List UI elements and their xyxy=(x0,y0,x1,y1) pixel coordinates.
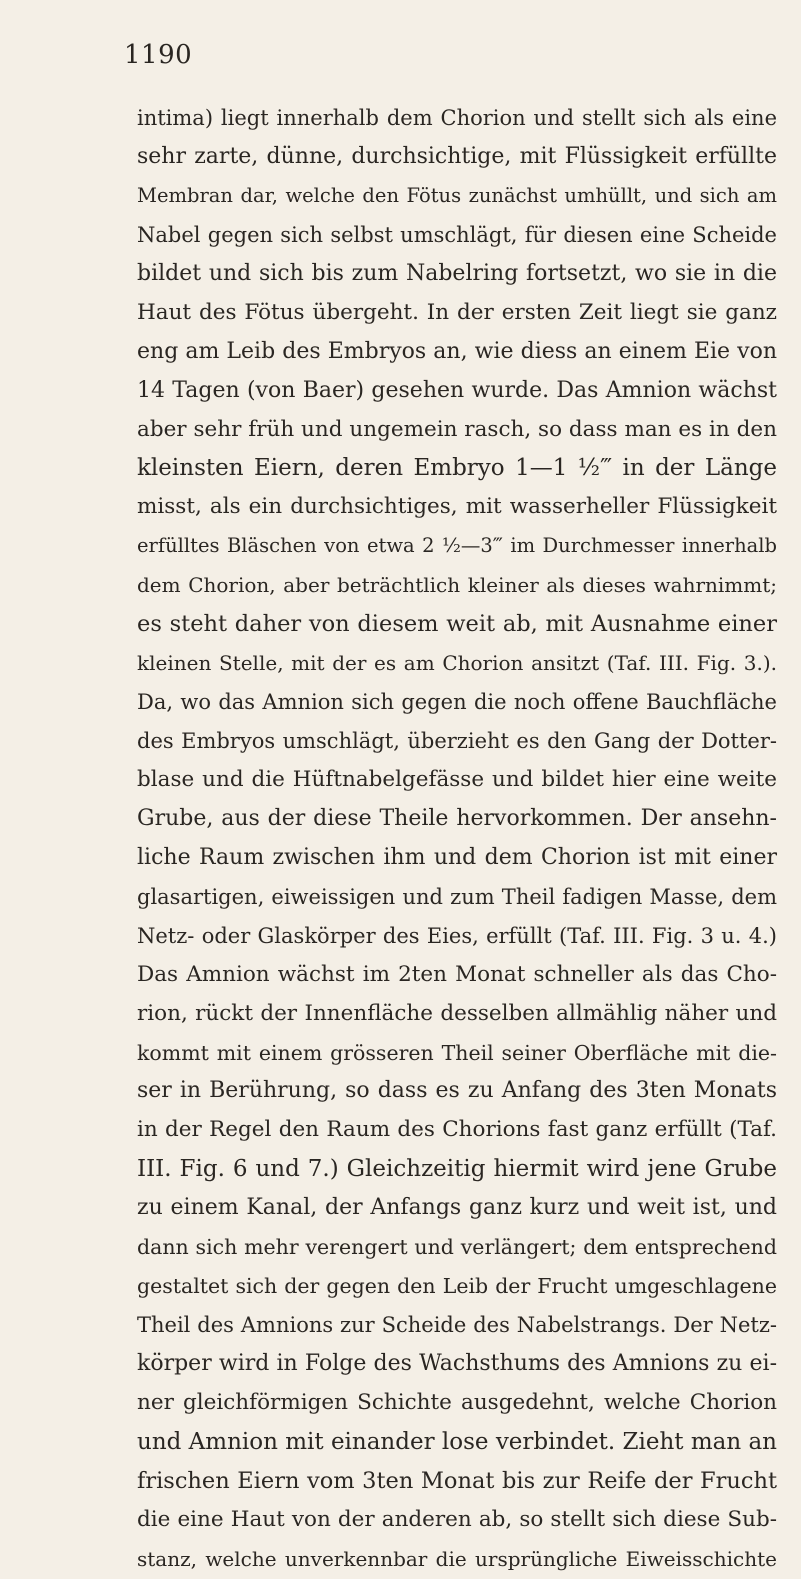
text-line: Da, wo das Amnion sich gegen die noch offene Bauchfläche xyxy=(137,690,777,715)
text-line: sehr zarte, dünne, durchsichtige, mit Flüssigkeit erfüllte xyxy=(137,143,777,169)
text-line: zu einem Kanal, der Anfangs ganz kurz und weit ist, und xyxy=(137,1195,777,1221)
text-line: III. Fig. 6 und 7.) Gleichzeitig hiermit wird jene Grube xyxy=(137,1156,777,1183)
text-line: es steht daher von diesem weit ab, mit Ausnahme einer xyxy=(137,611,777,638)
text-line: kleinsten Eiern, deren Embryo 1—1 ½‴ in der Länge xyxy=(137,455,777,482)
text-line: Netz- oder Glaskörper des Eies, erfüllt (Taf. III. Fig. 3 u. 4.) xyxy=(137,923,777,948)
text-line: ner gleichförmigen Schichte ausgedehnt, welche Chorion xyxy=(137,1389,777,1415)
text-line: dann sich mehr verengert und verlängert; dem entsprechend xyxy=(137,1235,777,1260)
text-line: Haut des Fötus übergeht. In der ersten Zeit liegt sie ganz xyxy=(137,299,777,325)
text-line: intima) liegt innerhalb dem Chorion und stellt sich als eine xyxy=(137,106,777,130)
text-line: eng am Leib des Embryos an, wie diess an einem Eie von xyxy=(137,338,777,364)
text-line: Grube, aus der diese Theile hervorkommen. Der ansehn- xyxy=(137,805,777,831)
text-line: gestaltet sich der gegen den Leib der Frucht umgeschlagene xyxy=(137,1274,777,1299)
text-line: blase und die Hüftnabelgefässe und bildet hier eine weite xyxy=(137,766,777,792)
text-line: frischen Eiern vom 3ten Monat bis zur Reife der Frucht xyxy=(137,1467,777,1494)
text-line: glasartigen, eiweissigen und zum Theil fadigen Masse, dem xyxy=(137,884,777,909)
text-line: dem Chorion, aber beträchtlich kleiner als dieses wahrnimmt; xyxy=(137,573,777,598)
text-line: erfülltes Bläschen von etwa 2 ½—3‴ im Durchmesser innerhalb xyxy=(137,534,777,558)
text-line: liche Raum zwischen ihm und dem Chorion ist mit einer xyxy=(137,844,777,870)
text-line: Nabel gegen sich selbst umschlägt, für diesen eine Scheide xyxy=(137,222,777,247)
text-line: körper wird in Folge des Wachsthums des Amnions zu ei- xyxy=(137,1351,777,1376)
body-text xyxy=(137,99,777,1579)
text-line: Das Amnion wächst im 2ten Monat schneller als das Cho- xyxy=(137,961,777,987)
text-line: des Embryos umschlägt, überzieht es den Gang der Dotter- xyxy=(137,729,777,753)
text-line: misst, als ein durchsichtiges, mit wasserheller Flüssigkeit xyxy=(137,494,777,520)
text-line: Membran dar, welche den Fötus zunächst umhüllt, und sich am xyxy=(137,183,777,207)
text-line: 14 Tagen (von Baer) gesehen wurde. Das Amnion wächst xyxy=(137,377,777,403)
text-line: die eine Haut von der anderen ab, so stellt sich diese Sub- xyxy=(137,1506,777,1532)
text-line: und Amnion mit einander lose verbindet. Zieht man an xyxy=(137,1428,777,1455)
text-line: rion, rückt der Innenfläche desselben allmählig näher und xyxy=(137,1000,777,1026)
text-line: aber sehr früh und ungemein rasch, so dass man es in den xyxy=(137,416,777,442)
page-number: 1190 xyxy=(124,40,193,70)
text-line: kleinen Stelle, mit der es am Chorion ansitzt (Taf. III. Fig. 3.). xyxy=(137,651,777,676)
text-line: stanz, welche unverkennbar die ursprüngliche Eiweisschichte xyxy=(137,1546,777,1571)
text-line: Theil des Amnions zur Scheide des Nabelstrangs. Der Netz- xyxy=(137,1313,777,1338)
text-line: kommt mit einem grösseren Theil seiner Oberfläche mit die- xyxy=(137,1040,777,1065)
text-line: bildet und sich bis zum Nabelring fortsetzt, wo sie in die xyxy=(137,260,777,286)
text-line: ser in Berührung, so dass es zu Anfang des 3ten Monats xyxy=(137,1078,777,1104)
text-line: in der Regel den Raum des Chorions fast ganz erfüllt (Taf. xyxy=(137,1117,777,1143)
